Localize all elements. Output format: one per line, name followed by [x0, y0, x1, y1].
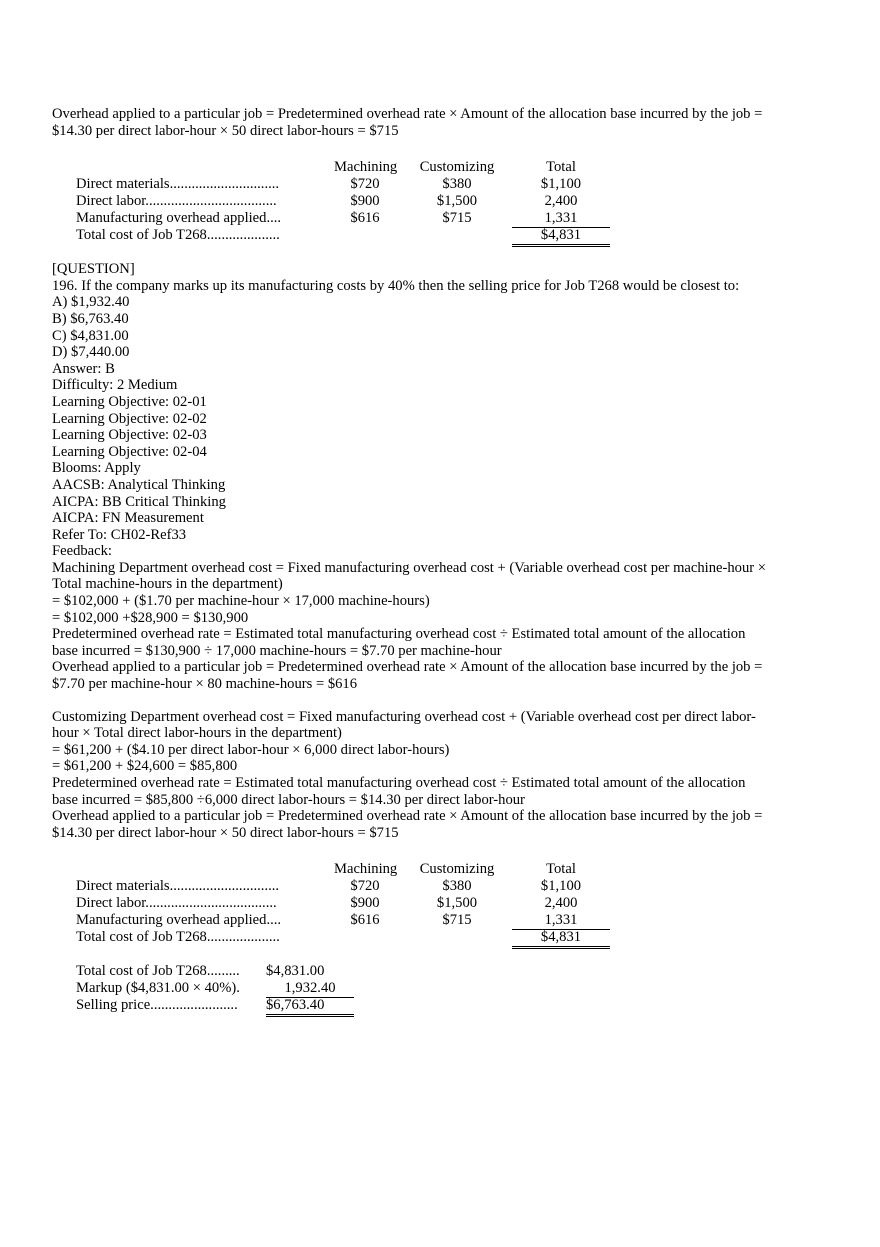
feedback-line: = $61,200 + ($4.10 per direct labor-hour × 6,000 direct labor-hours)	[52, 741, 450, 758]
feedback-line: Overhead applied to a particular job = Predetermined overhead rate × Amount of the allocation base incurred by the job =	[52, 808, 763, 825]
row-label: Manufacturing overhead applied....	[76, 210, 282, 227]
cell-customizing: $1,500	[436, 895, 478, 912]
selling-price-table	[52, 963, 772, 1015]
feedback-line: base incurred = $85,800 ÷6,000 direct labor-hours = $14.30 per direct labor-hour	[52, 791, 525, 808]
feedback-line: base incurred = $130,900 ÷ 17,000 machine-hours = $7.70 per machine-hour	[52, 642, 502, 659]
cell-machining: $900	[350, 193, 380, 210]
cost-table-2	[52, 861, 772, 947]
cell-customizing: $715	[442, 210, 472, 227]
aicpa-fn: AICPA: FN Measurement	[52, 510, 204, 527]
cell-machining: $900	[350, 895, 380, 912]
aacsb: AACSB: Analytical Thinking	[52, 476, 226, 493]
feedback-label: Feedback:	[52, 543, 112, 560]
cost-table-1	[52, 159, 772, 245]
question-tag: [QUESTION]	[52, 261, 135, 278]
table-row	[52, 997, 772, 1014]
row-label: Total cost of Job T268....................	[76, 227, 280, 244]
blooms: Blooms: Apply	[52, 460, 141, 477]
cell-total: $1,100	[540, 176, 582, 193]
row-label: Total cost of Job T268.........	[76, 963, 240, 980]
row-value: $6,763.40	[266, 997, 354, 1017]
cell-machining: $720	[350, 878, 380, 895]
feedback-line: Total machine-hours in the department)	[52, 576, 283, 593]
table-row	[52, 912, 772, 929]
header-total: Total	[546, 159, 576, 176]
intro-line-2: $14.30 per direct labor-hour × 50 direct labor-hours = $715	[52, 122, 399, 139]
row-label: Selling price........................	[76, 997, 238, 1014]
feedback-line: Predetermined overhead rate = Estimated total manufacturing overhead cost ÷ Estimated total amount of the allocation	[52, 626, 746, 643]
row-label: Direct labor....................................	[76, 193, 277, 210]
table-row	[52, 227, 772, 244]
option-b: B) $6,763.40	[52, 310, 129, 327]
feedback-line: hour × Total direct labor-hours in the department)	[52, 725, 342, 742]
cell-machining: $616	[350, 912, 380, 929]
document-page	[52, 106, 772, 1015]
row-value: $4,831.00	[266, 963, 325, 980]
table-row	[52, 929, 772, 946]
cell-machining: $616	[350, 210, 380, 227]
learning-objective: Learning Objective: 02-02	[52, 410, 207, 427]
option-a: A) $1,932.40	[52, 294, 130, 311]
header-machining: Machining	[334, 159, 398, 176]
question-text: 196. If the company marks up its manufacturing costs by 40% then the selling price for Job T268 would be closest to:	[52, 277, 740, 294]
header-customizing: Customizing	[419, 861, 495, 878]
feedback-line: $14.30 per direct labor-hour × 50 direct labor-hours = $715	[52, 824, 399, 841]
cell-total: $4,831	[512, 227, 610, 247]
table-row	[52, 176, 772, 193]
row-label: Direct materials..............................	[76, 878, 280, 895]
cell-total: $4,831	[512, 929, 610, 949]
table-row	[52, 210, 772, 227]
refer-to: Refer To: CH02-Ref33	[52, 526, 187, 543]
row-label: Markup ($4,831.00 × 40%).	[76, 980, 240, 997]
header-customizing: Customizing	[419, 159, 495, 176]
cell-total: 2,400	[544, 193, 578, 210]
table-row	[52, 193, 772, 210]
feedback-line: = $102,000 + ($1.70 per machine-hour × 17,000 machine-hours)	[52, 593, 430, 610]
cell-customizing: $1,500	[436, 193, 478, 210]
row-label: Manufacturing overhead applied....	[76, 912, 282, 929]
row-label: Direct labor....................................	[76, 895, 277, 912]
learning-objective: Learning Objective: 02-03	[52, 427, 207, 444]
cell-total: 2,400	[544, 895, 578, 912]
feedback-line: Predetermined overhead rate = Estimated total manufacturing overhead cost ÷ Estimated total amount of the allocation	[52, 775, 746, 791]
cell-total: 1,331	[512, 912, 610, 930]
cell-customizing: $715	[442, 912, 472, 929]
aicpa-bb: AICPA: BB Critical Thinking	[52, 493, 226, 510]
cost-table-header	[52, 861, 772, 878]
feedback-line: Machining Department overhead cost = Fixed manufacturing overhead cost + (Variable overhead cost per machine-hour ×	[52, 559, 766, 576]
cell-total: $1,100	[540, 878, 582, 895]
cost-table-header	[52, 159, 772, 176]
table-row	[52, 878, 772, 895]
row-value: 1,932.40	[266, 980, 354, 998]
row-label: Total cost of Job T268....................	[76, 929, 280, 946]
cell-customizing: $380	[442, 176, 472, 193]
header-total: Total	[546, 861, 576, 878]
learning-objective: Learning Objective: 02-04	[52, 443, 207, 460]
header-machining: Machining	[334, 861, 398, 878]
table-row	[52, 963, 772, 980]
option-d: D) $7,440.00	[52, 344, 130, 361]
table-row	[52, 980, 772, 997]
row-label: Direct materials..............................	[76, 176, 280, 193]
feedback-line: = $61,200 + $24,600 = $85,800	[52, 758, 238, 775]
option-c: C) $4,831.00	[52, 327, 129, 344]
difficulty: Difficulty: 2 Medium	[52, 377, 178, 394]
learning-objective: Learning Objective: 02-01	[52, 393, 207, 410]
feedback-line: = $102,000 +$28,900 = $130,900	[52, 609, 249, 626]
feedback-line: Overhead applied to a particular job = Predetermined overhead rate × Amount of the allocation base incurred by the job =	[52, 659, 763, 676]
intro-line-1: Overhead applied to a particular job = Predetermined overhead rate × Amount of the allocation base incurred by the job =	[52, 106, 763, 122]
cell-machining: $720	[350, 176, 380, 193]
cell-customizing: $380	[442, 878, 472, 895]
feedback-line: Customizing Department overhead cost = Fixed manufacturing overhead cost + (Variable overhead cost per direct labor-	[52, 708, 756, 725]
answer: Answer: B	[52, 360, 115, 377]
cell-total: 1,331	[512, 210, 610, 228]
table-row	[52, 895, 772, 912]
feedback-line: $7.70 per machine-hour × 80 machine-hours = $616	[52, 676, 358, 693]
